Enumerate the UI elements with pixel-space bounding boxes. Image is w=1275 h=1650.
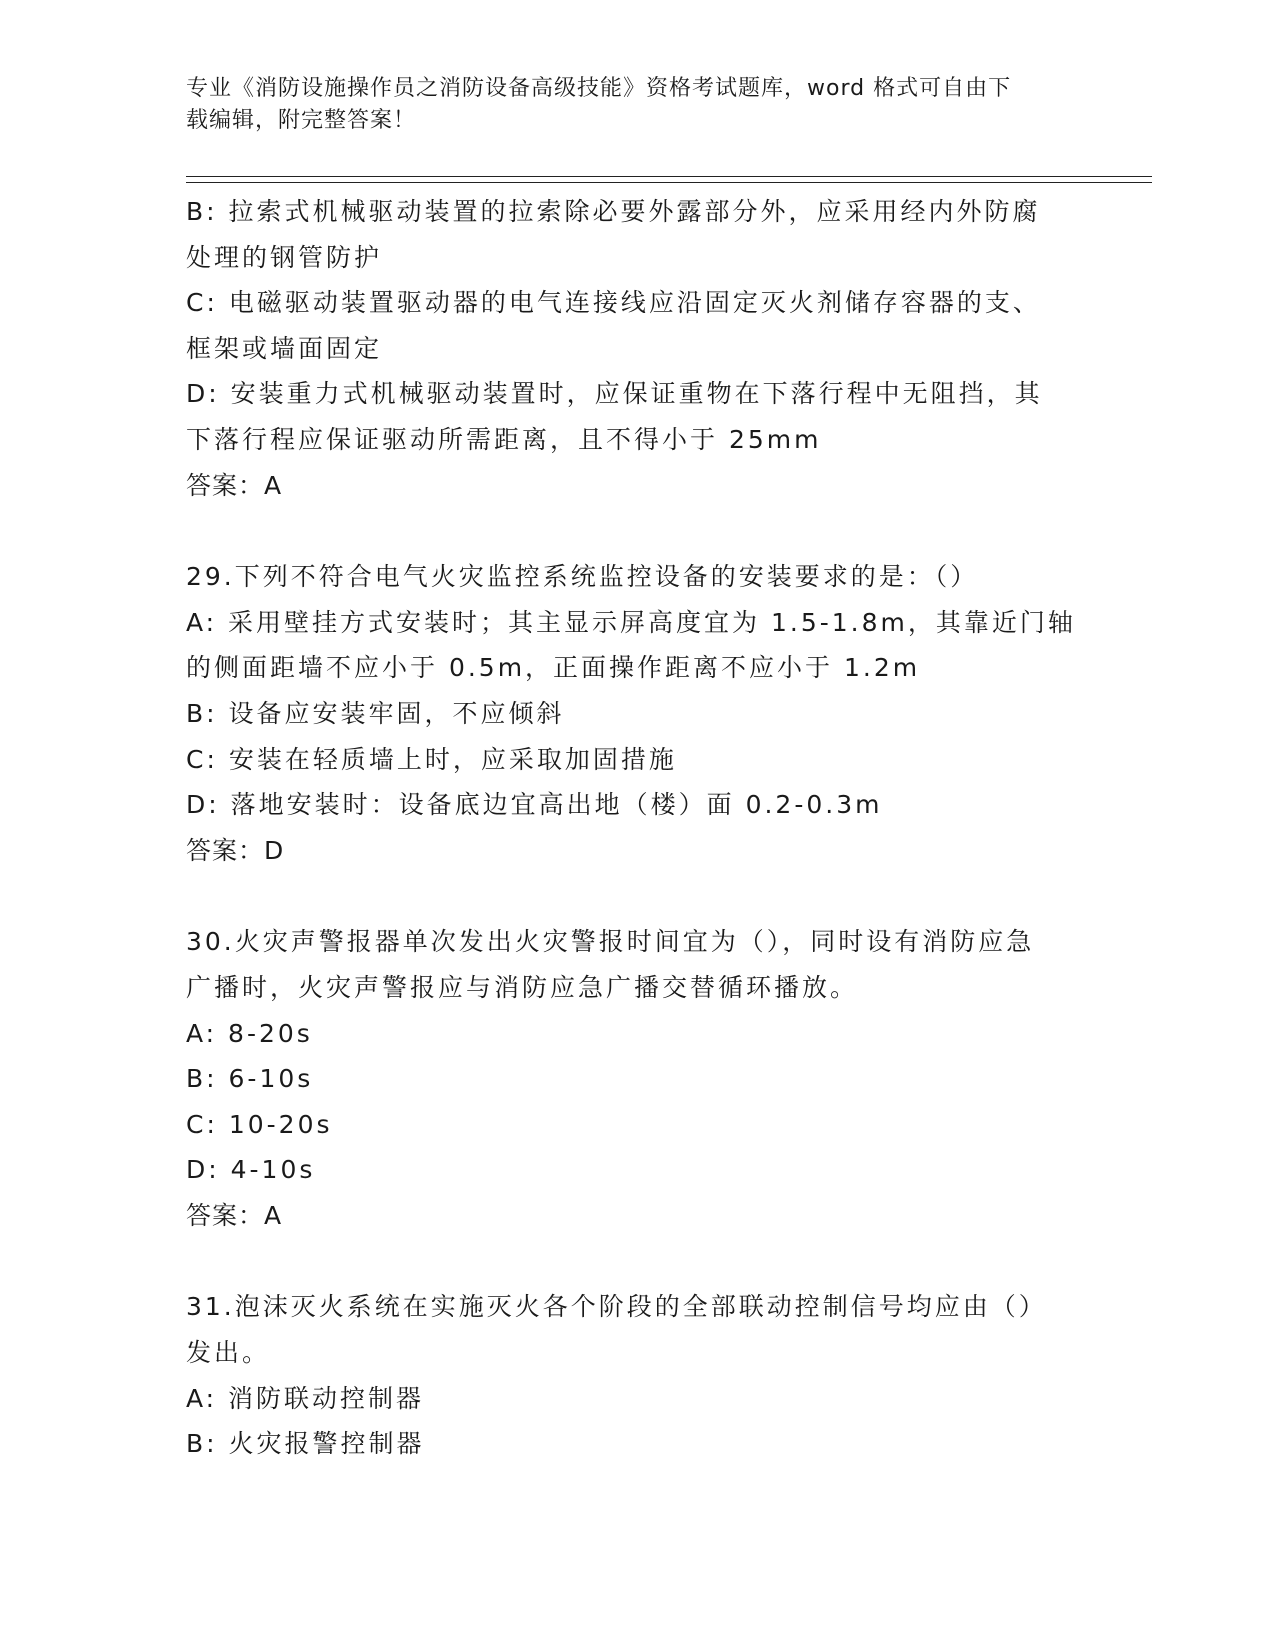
option-text: 框架或墙面固定: [186, 333, 383, 363]
option-b: [186, 189, 1086, 280]
option-text: A: 采用壁挂方式安装时；其主显示屏高度宜为 1.5-1.8m，其靠近门轴: [186, 607, 1076, 637]
question-29: [186, 554, 1086, 873]
header-divider: [186, 176, 1152, 177]
option-text: 处理的钢管防护: [186, 242, 383, 272]
header-line: 专业《消防设施操作员之消防设备高级技能》资格考试题库，word 格式可自由下: [186, 76, 1012, 101]
answer: 答案：A: [186, 470, 283, 500]
question-list: [186, 189, 1086, 1467]
option-c: [186, 280, 1086, 371]
header-divider: [186, 182, 1152, 183]
option-b: B: 6-10s: [186, 1064, 314, 1094]
option-a: [186, 600, 1086, 691]
option-d: D: 4-10s: [186, 1155, 316, 1185]
option-text: 的侧面距墙不应小于 0.5m，正面操作距离不应小于 1.2m: [186, 653, 921, 683]
question-text: 31.泡沫灭火系统在实施灭火各个阶段的全部联动控制信号均应由（）: [186, 1292, 1047, 1322]
option-text: 下落行程应保证驱动所需距离，且不得小于 25mm: [186, 424, 822, 454]
spacer: [186, 1238, 1086, 1284]
answer: 答案：D: [186, 835, 285, 865]
option-text: C: 电磁驱动装置驱动器的电气连接线应沿固定灭火剂储存容器的支、: [186, 288, 1041, 318]
spacer: [186, 508, 1086, 554]
header-line: 载编辑，附完整答案！: [186, 108, 417, 133]
question-text: 发出。: [186, 1338, 271, 1368]
question-28: [186, 189, 1086, 508]
option-b: B: 设备应安装牢固，不应倾斜: [186, 698, 565, 728]
option-text: D: 安装重力式机械驱动装置时，应保证重物在下落行程中无阻挡，其: [186, 379, 1043, 409]
option-text: B: 拉索式机械驱动装置的拉索除必要外露部分外，应采用经内外防腐: [186, 197, 1041, 226]
answer: 答案：A: [186, 1200, 283, 1230]
option-d: D: 落地安装时：设备底边宜高出地（楼）面 0.2-0.3m: [186, 790, 883, 820]
spacer: [186, 873, 1086, 919]
option-d: [186, 371, 1086, 462]
question-text: 30.火灾声警报器单次发出火灾警报时间宜为（），同时设有消防应急: [186, 927, 1035, 957]
option-a: A: 消防联动控制器: [186, 1383, 425, 1413]
option-b: B: 火灾报警控制器: [186, 1429, 425, 1459]
question-text: 广播时，火灾声警报应与消防应急广播交替循环播放。: [186, 972, 859, 1002]
question-30: [186, 919, 1086, 1238]
option-a: A: 8-20s: [186, 1018, 313, 1048]
option-c: C: 10-20s: [186, 1109, 333, 1139]
question-text: 29.下列不符合电气火灾监控系统监控设备的安装要求的是：（）: [186, 562, 979, 592]
question-31: [186, 1284, 1086, 1466]
option-c: C: 安装在轻质墙上时，应采取加固措施: [186, 744, 677, 774]
document-header: [186, 73, 1066, 137]
